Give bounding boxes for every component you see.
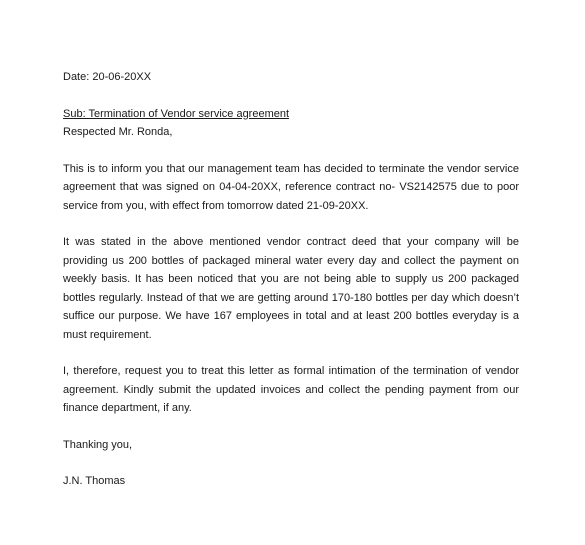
letter-paragraph-2: It was stated in the above mentioned vendor contract deed that your company will be providing us 200 bottles of packaged mineral water every day and collect the payment on weekly basis. It has been noticed that you are not being able to supply us 200 packaged bottles regularly. Instead of that we are getting around 170-180 bottles per day which doesn’t suffice our purpose. We have 167 employees in total and at least 200 bottles everyday is a must requirement. xyxy=(63,236,519,341)
letter-subject: Sub: Termination of Vendor service agreement xyxy=(63,107,290,120)
letter-page xyxy=(63,68,519,491)
letter-signature: J.N. Thomas xyxy=(63,475,126,487)
letter-closing: Thanking you, xyxy=(63,438,133,451)
letter-salutation: Respected Mr. Ronda, xyxy=(63,126,173,138)
letter-date: Date: 20-06-20XX xyxy=(63,71,152,83)
letter-paragraph-3: I, therefore, request you to treat this letter as formal intimation of the termination of vendor agreement. Kindly submit the updated invoices and collect the pending payment from our finance department, if any. xyxy=(63,365,519,414)
letter-paragraph-1: This is to inform you that our management team has decided to terminate the vendor service agreement that was signed on 04-04-20XX, reference contract no- VS2142575 due to poor service from you, with effect from tomorrow dated 21-09-20XX. xyxy=(63,162,519,212)
